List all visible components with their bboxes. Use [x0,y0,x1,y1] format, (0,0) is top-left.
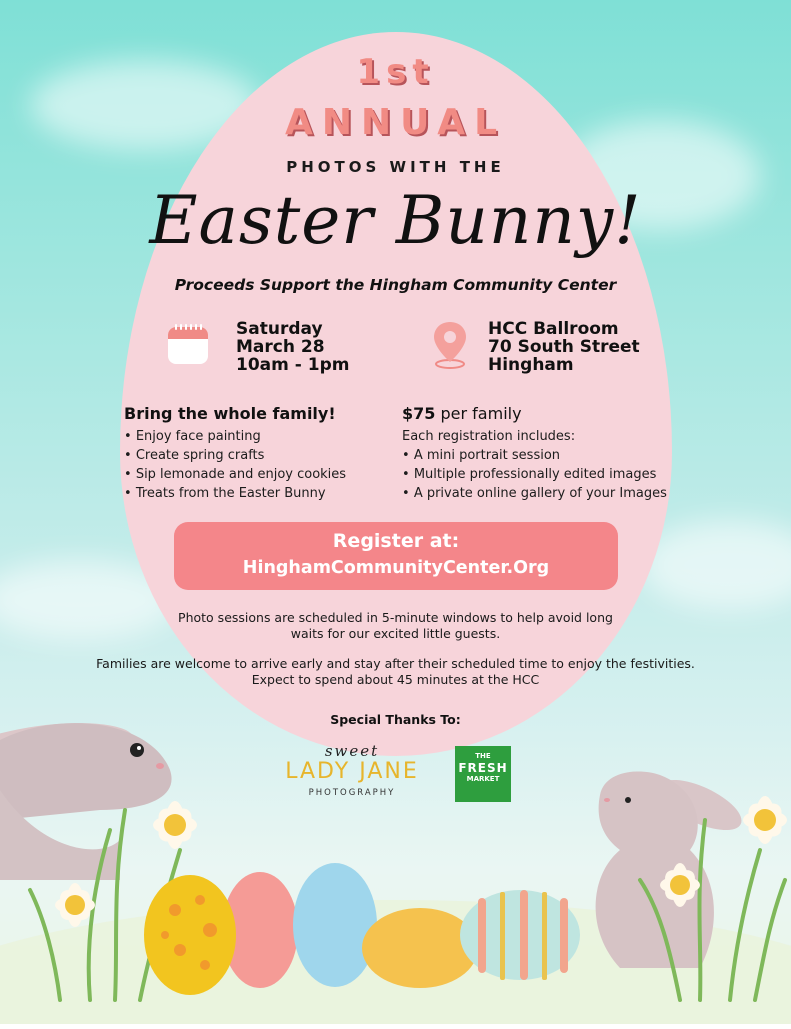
egg-blue [293,863,377,987]
event-when [236,320,349,374]
event-day: Saturday [236,319,323,339]
venue-street: 70 South Street [488,337,640,357]
egg-striped [460,890,580,980]
logo-name: LADY JANE [285,759,419,784]
pricing-intro: Each registration includes: [402,429,576,444]
register-url-link[interactable]: HinghamCommunityCenter.Org [242,558,550,578]
event-where [488,320,640,374]
calendar-icon [166,322,210,366]
sessions-note-line: waits for our excited little guests. [290,626,501,641]
logo-bottom: PHOTOGRAPHY [308,788,396,798]
family-heading: Bring the whole family! [124,404,336,423]
title-first: 1st [356,52,435,92]
logo-line: MARKET [466,775,500,783]
family-section [124,404,384,503]
venue-town: Hingham [488,355,574,375]
sessions-note-line: Photo sessions are scheduled in 5-minute windows to help avoid long [178,610,613,625]
logo-line: FRESH [458,761,508,775]
location-pin-icon [430,320,470,370]
list-item: • Enjoy face painting [124,429,261,444]
arrival-note [0,656,791,688]
bunny-left [0,713,172,880]
event-date: March 28 [236,337,325,357]
list-item: • A private online gallery of your Images [402,486,667,501]
list-item: • Sip lemonade and enjoy cookies [124,467,347,482]
arrival-note-line: Families are welcome to arrive early and stay after their scheduled time to enjoy the festivities. [96,656,695,671]
register-button[interactable] [174,522,618,590]
price-line [402,404,702,423]
title-annual: ANNUAL [284,102,507,143]
sessions-note [0,610,791,642]
egg-yellow-dotted [144,875,236,995]
list-item: • Multiple professionally edited images [402,467,657,482]
title-photos-with: PHOTOS WITH THE [286,158,505,176]
logo-top: sweet [324,742,380,760]
easter-scene-illustration [0,700,791,1024]
price-unit: per family [440,404,522,423]
price-value: $75 [402,404,436,423]
list-item: • A mini portrait session [402,448,561,463]
register-label: Register at: [332,530,460,552]
pricing-section [402,404,702,503]
egg-yellow [362,908,478,988]
venue-name: HCC Ballroom [488,319,619,339]
list-item: • Create spring crafts [124,448,265,463]
proceeds-line: Proceeds Support the Hingham Community Center [174,276,617,294]
event-time: 10am - 1pm [236,355,350,375]
list-item: • Treats from the Easter Bunny [124,486,326,501]
logo-line: THE [475,752,491,760]
title-easter-bunny: Easter Bunny! [149,182,642,259]
special-thanks-heading: Special Thanks To: [330,712,461,727]
arrival-note-line: Expect to spend about 45 minutes at the HCC [251,672,540,687]
